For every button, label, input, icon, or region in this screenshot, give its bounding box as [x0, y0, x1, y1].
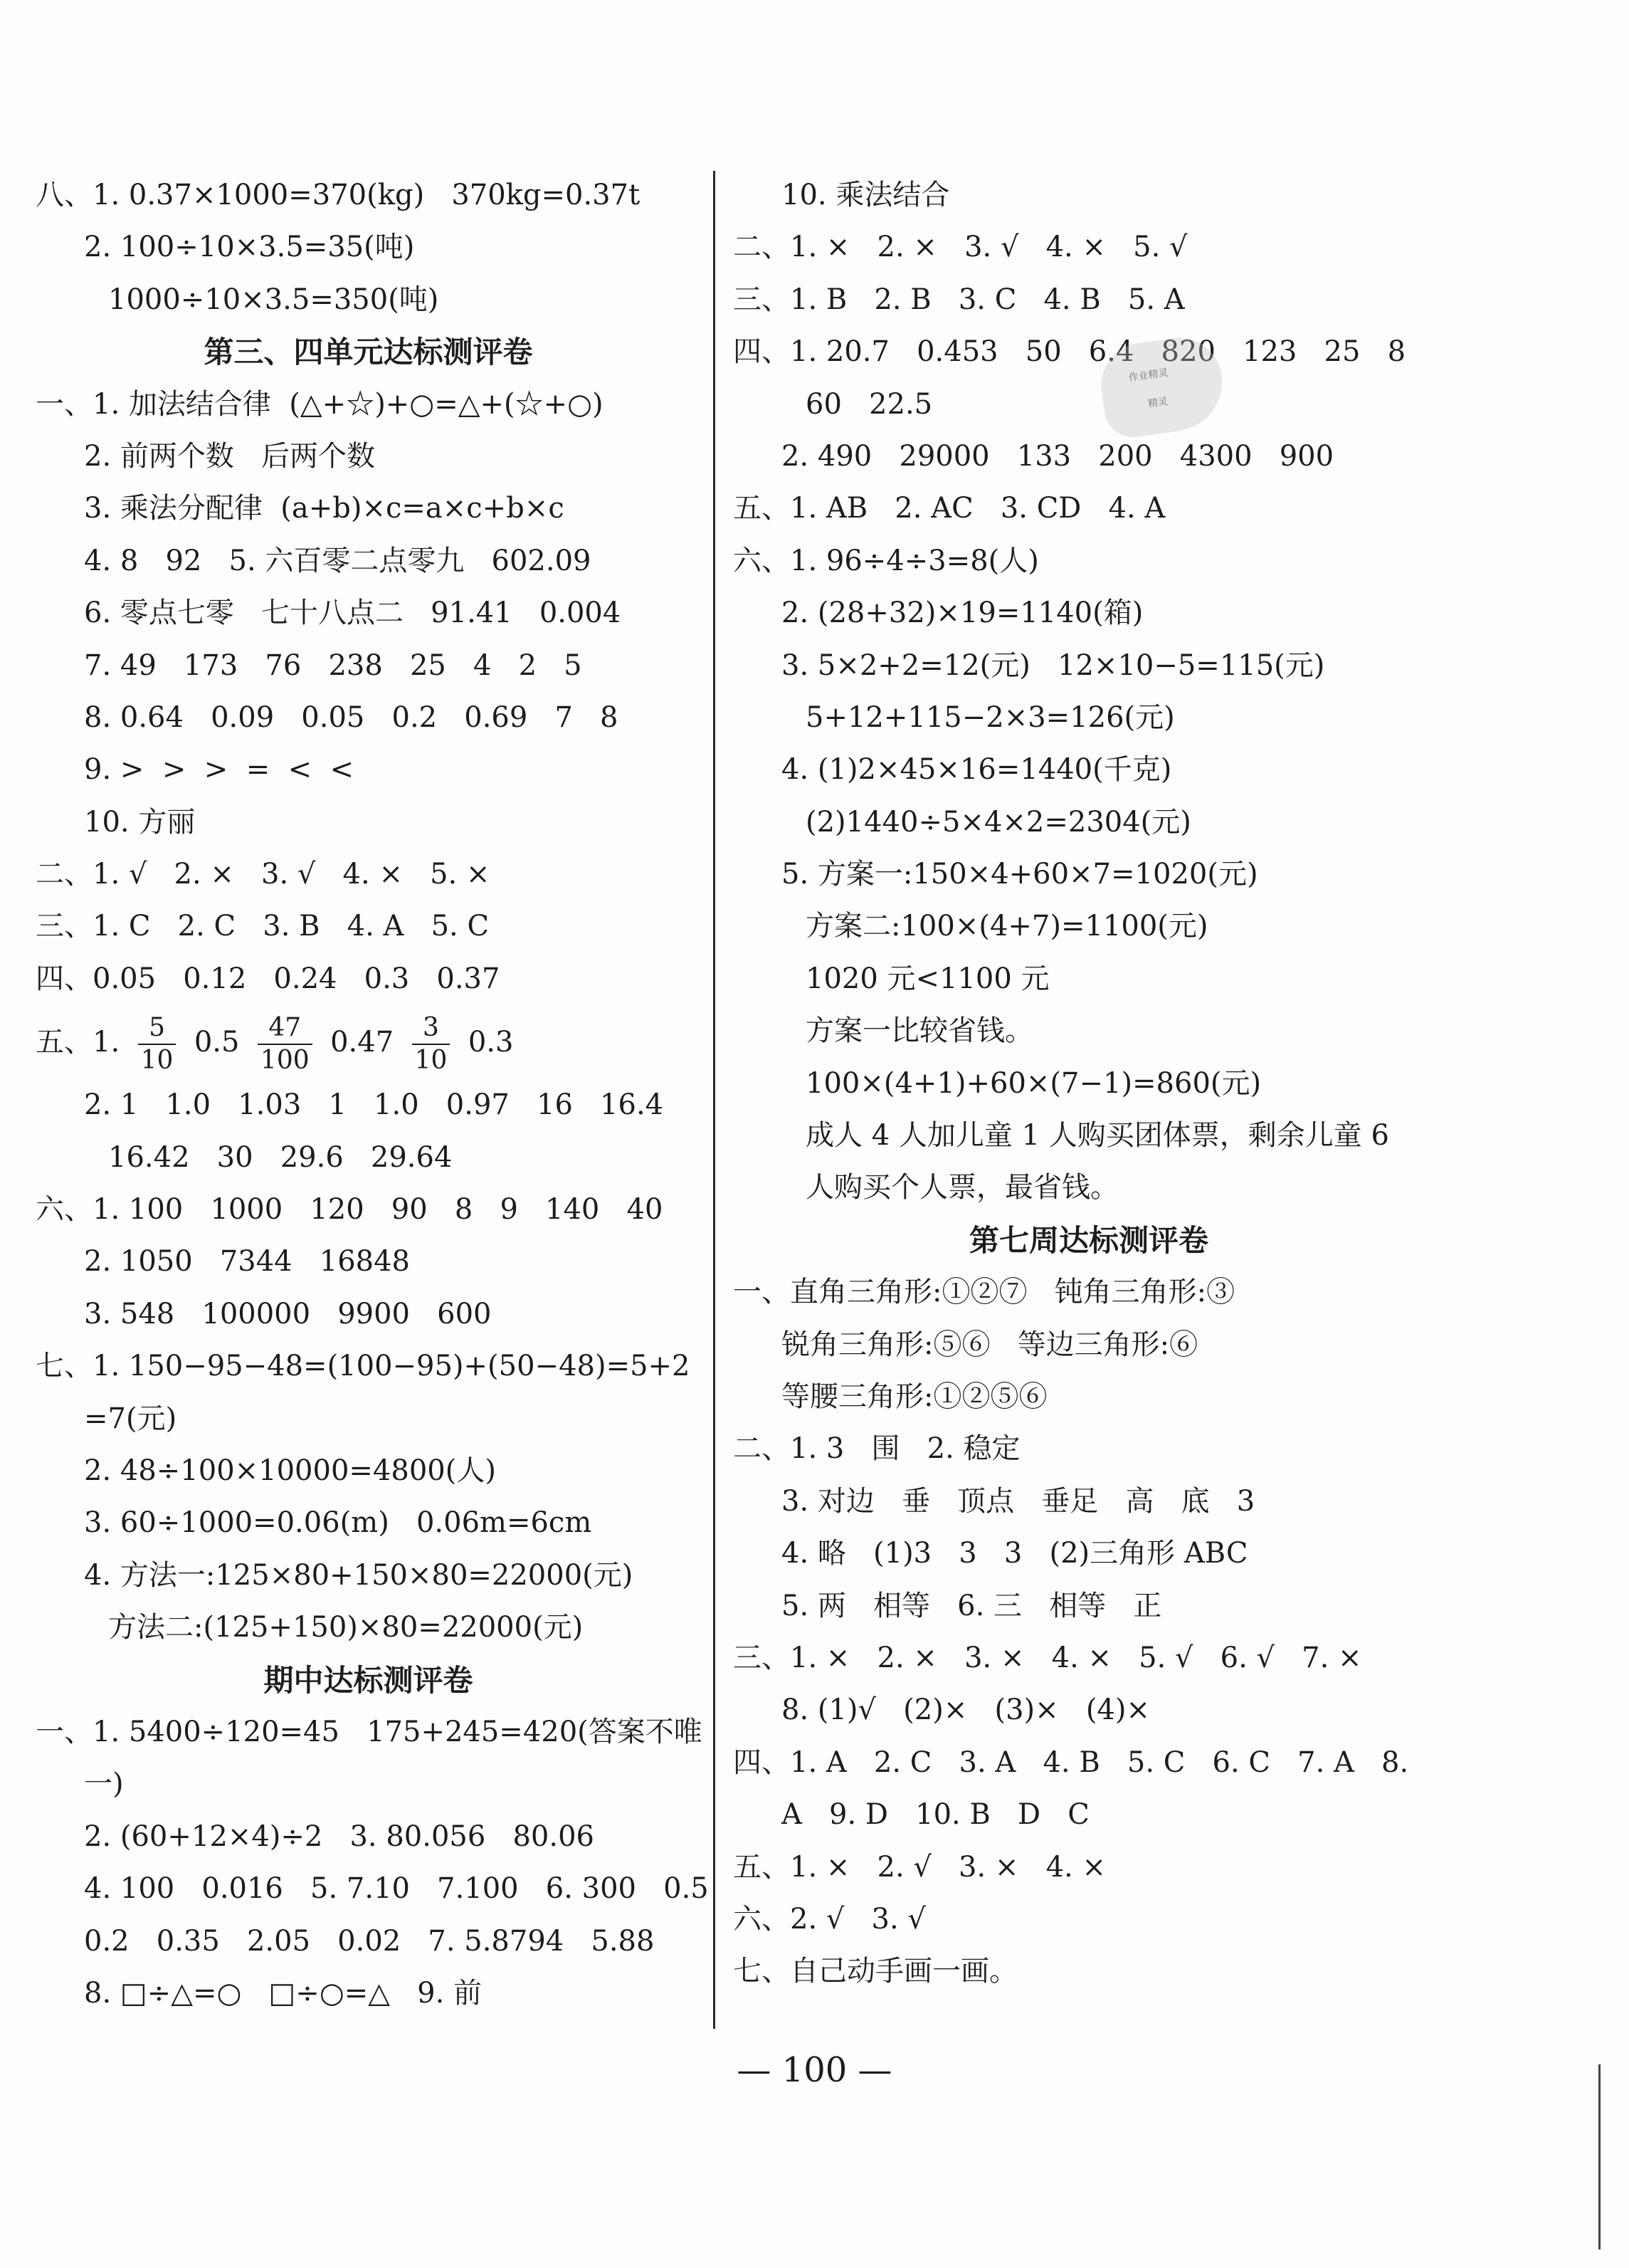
answer-line	[733, 1946, 1445, 1997]
answer-line	[733, 1005, 1445, 1057]
answer-text: 二、1. √ 2. × 3. √ 4. × 5. ×	[36, 858, 490, 891]
right-column	[733, 169, 1445, 1998]
answer-line	[733, 169, 1445, 221]
answer-line	[733, 1789, 1445, 1841]
answer-line	[733, 744, 1445, 796]
answer-line	[36, 1602, 701, 1654]
answer-text: 2. 前两个数 后两个数	[84, 439, 376, 473]
answer-line	[733, 1266, 1445, 1318]
decimal-value: 0.47	[330, 1026, 394, 1059]
answer-line	[733, 483, 1445, 535]
answer-line	[733, 379, 1445, 431]
answer-text: 100×(4+1)+60×(7−1)=860(元)	[806, 1066, 1262, 1100]
fraction-answer-line	[36, 1005, 701, 1079]
answer-text: 二、1. × 2. × 3. √ 4. × 5. √	[733, 231, 1188, 264]
answer-text: 3. 548 100000 9900 600	[84, 1297, 492, 1330]
answer-text: 成人 4 人加儿童 1 人购买团体票，剩余儿童 6	[806, 1119, 1389, 1153]
answer-text: 二、1. 3 围 2. 稳定	[733, 1432, 1021, 1466]
answer-text: 三、1. B 2. B 3. C 4. B 5. A	[733, 283, 1185, 316]
answer-text: 七、自己动手画一画。	[733, 1955, 1018, 1988]
answer-text: 2. 1050 7344 16848	[84, 1245, 411, 1279]
answer-text: 4. (1)2×45×16=1440(千克)	[781, 753, 1172, 787]
answer-text: 2. 48÷100×10000=4800(人)	[84, 1454, 496, 1487]
answer-text: 八、1. 0.37×1000=370(kg) 370kg=0.37t	[36, 179, 640, 211]
answer-line	[733, 1110, 1445, 1162]
answer-line	[733, 1580, 1445, 1632]
decimal-value: 0.3	[468, 1026, 514, 1059]
answer-line	[36, 744, 701, 796]
answer-line	[733, 953, 1445, 1005]
answer-text: 人购买个人票，最省钱。	[806, 1171, 1119, 1204]
answer-text: 4. 100 0.016 5. 7.10 7.100 6. 300 0.5	[84, 1872, 709, 1906]
answer-line	[36, 1340, 701, 1392]
answer-text: 8. □÷△=○ □÷○=△ 9. 前	[84, 1976, 483, 2010]
answer-text: 七、1. 150−95−48=(100−95)+(50−48)=5+2	[36, 1350, 690, 1383]
answer-line	[36, 274, 701, 326]
answer-line	[36, 1758, 701, 1810]
section-title	[36, 1654, 701, 1706]
answer-line	[36, 797, 701, 849]
answer-text: 60 22.5	[806, 387, 933, 421]
answer-line	[733, 1842, 1445, 1894]
answer-text: 10. 乘法结合	[781, 179, 950, 211]
answer-text: 2. 100÷10×3.5=35(吨)	[84, 231, 415, 264]
answer-text: 五、1. AB 2. AC 3. CD 4. A	[733, 492, 1166, 525]
answer-line	[36, 1863, 709, 1915]
answer-line	[733, 1058, 1445, 1110]
answer-text: 9. > > > = < <	[84, 753, 354, 787]
section-title	[36, 326, 701, 378]
answer-text: 8. (1)√ (2)× (3)× (4)×	[781, 1694, 1150, 1727]
watermark-stamp: 作业精灵 精灵	[1096, 332, 1228, 441]
answer-text: 第三、四单元达标测评卷	[204, 335, 533, 370]
answer-line	[36, 1811, 701, 1863]
answer-text: 六、2. √ 3. √	[733, 1902, 926, 1936]
answer-line	[36, 849, 701, 901]
answer-line	[733, 692, 1445, 744]
answer-text: 5+12+115−2×3=126(元)	[806, 700, 1175, 734]
answer-line	[36, 1968, 701, 2020]
answer-text: =7(元)	[84, 1402, 177, 1435]
answer-line	[733, 1894, 1445, 1946]
answer-line	[36, 692, 701, 744]
answer-line	[36, 587, 701, 639]
answer-text: 4. 方法一:125×80+150×80=22000(元)	[84, 1558, 633, 1592]
answer-text: 4. 8 92 5. 六百零二点零九 602.09	[84, 544, 591, 577]
answer-line	[36, 1132, 701, 1184]
question-label: 五、1.	[36, 1026, 120, 1059]
answer-line	[733, 1476, 1445, 1528]
answer-text: 1000÷10×3.5=350(吨)	[108, 283, 439, 316]
answer-line	[36, 1288, 701, 1340]
answer-line	[36, 1497, 701, 1549]
answer-line	[733, 1632, 1445, 1684]
answer-text: 6. 零点七零 七十八点二 91.41 0.004	[84, 597, 621, 630]
answer-text: 4. 略 (1)3 3 3 (2)三角形 ABC	[781, 1537, 1248, 1570]
column-divider	[713, 171, 715, 2029]
answer-line	[733, 797, 1445, 849]
answer-text: 16.42 30 29.6 29.64	[108, 1140, 453, 1174]
answer-line	[733, 1528, 1445, 1580]
answer-text: 第七周达标测评卷	[969, 1222, 1208, 1258]
answer-text: 一)	[84, 1768, 124, 1801]
answer-line	[733, 1371, 1445, 1423]
answer-text: 7. 49 173 76 238 25 4 2 5	[84, 649, 582, 682]
answer-text: 2. 490 29000 133 200 4300 900	[781, 439, 1334, 473]
fraction: $\frac{3}{10}$	[412, 1012, 450, 1076]
answer-text: 0.2 0.35 2.05 0.02 7. 5.8794 5.88	[84, 1924, 655, 1958]
answer-line	[36, 221, 701, 273]
answer-text: 六、1. 100 1000 120 90 8 9 140 40	[36, 1193, 663, 1227]
answer-text: 1020 元<1100 元	[806, 962, 1050, 995]
answer-text: 5. 方案一:150×4+60×7=1020(元)	[781, 858, 1258, 891]
answer-text: 四、1. 20.7 0.453 50 6.4 820 123 25 8	[733, 335, 1406, 369]
answer-text: 方案二:100×(4+7)=1100(元)	[806, 910, 1208, 943]
answer-line	[36, 640, 701, 692]
answer-text: 方法二:(125+150)×80=22000(元)	[108, 1611, 584, 1644]
answer-line	[36, 901, 701, 952]
answer-line	[733, 1319, 1445, 1371]
answer-line	[733, 901, 1445, 952]
answer-line	[733, 587, 1445, 639]
answer-line	[733, 1423, 1445, 1475]
answer-line	[733, 535, 1445, 587]
answer-text: 三、1. C 2. C 3. B 4. A 5. C	[36, 910, 490, 943]
answer-line	[36, 1550, 701, 1602]
answer-text: 等腰三角形:①②⑤⑥	[781, 1380, 1048, 1413]
left-column	[36, 169, 709, 2020]
answer-line	[36, 1393, 701, 1445]
answer-text: 四、1. A 2. C 3. A 4. B 5. C 6. C 7. A 8.	[733, 1745, 1409, 1779]
answer-line	[36, 1184, 701, 1236]
answer-line	[36, 431, 701, 483]
answer-text: 2. (60+12×4)÷2 3. 80.056 80.06	[84, 1820, 594, 1853]
answer-line	[36, 1445, 701, 1497]
answer-line	[36, 379, 701, 431]
answer-text: A 9. D 10. B D C	[781, 1798, 1090, 1832]
answer-text: 锐角三角形:⑤⑥ 等边三角形:⑥	[781, 1328, 1198, 1361]
answer-line	[36, 1916, 701, 1968]
answer-line	[733, 221, 1445, 273]
answer-text: 3. 5×2+2=12(元) 12×10−5=115(元)	[781, 649, 1325, 682]
answer-text: 五、1. × 2. √ 3. × 4. ×	[733, 1850, 1106, 1884]
answer-text: 六、1. 96÷4÷3=8(人)	[733, 544, 1039, 577]
answer-text: 一、1. 5400÷120=45 175+245=420(答案不唯	[36, 1715, 702, 1748]
answer-line	[36, 169, 701, 221]
answer-line	[36, 1706, 701, 1758]
answer-text: 3. 对边 垂 顶点 垂足 高 底 3	[781, 1484, 1255, 1518]
answer-text: 方案一比较省钱。	[806, 1014, 1033, 1048]
answer-text: 一、1. 加法结合律 (△+☆)+○=△+(☆+○)	[36, 387, 603, 421]
answer-text: 3. 60÷1000=0.06(m) 0.06m=6cm	[84, 1506, 592, 1540]
answer-text: 2. (28+32)×19=1140(箱)	[781, 597, 1144, 630]
answer-line	[733, 274, 1445, 326]
answer-line	[733, 326, 1445, 378]
answer-line	[36, 1079, 701, 1131]
answer-line	[733, 1162, 1445, 1214]
decimal-value: 0.5	[194, 1026, 240, 1059]
answer-line	[36, 483, 701, 535]
answer-text: 三、1. × 2. × 3. × 4. × 5. √ 6. √ 7. ×	[733, 1641, 1362, 1674]
answer-text: 2. 1 1.0 1.03 1 1.0 0.97 16 16.4	[84, 1088, 664, 1122]
answer-line	[36, 535, 701, 587]
answer-line	[733, 1737, 1445, 1789]
answer-line	[36, 953, 701, 1005]
answer-line	[733, 849, 1445, 901]
answer-line	[733, 640, 1445, 692]
answer-text: 一、直角三角形:①②⑦ 钝角三角形:③	[733, 1276, 1235, 1309]
answer-text: 8. 0.64 0.09 0.05 0.2 0.69 7 8	[84, 700, 618, 734]
answer-text: 3. 乘法分配律 (a+b)×c=a×c+b×c	[84, 492, 564, 525]
answer-text: 期中达标测评卷	[263, 1662, 473, 1698]
scan-edge-line	[1598, 2064, 1601, 2249]
answer-text: 10. 方丽	[84, 805, 196, 839]
fraction: $\frac{5}{10}$	[138, 1012, 176, 1076]
answer-line	[733, 431, 1445, 483]
answer-line	[36, 1236, 701, 1288]
section-title	[733, 1214, 1445, 1266]
answer-line	[733, 1684, 1445, 1736]
answer-text: 5. 两 相等 6. 三 相等 正	[781, 1589, 1162, 1622]
page-number: — 100 —	[737, 2050, 892, 2090]
answer-text: (2)1440÷5×4×2=2304(元)	[806, 805, 1191, 839]
answer-text: 四、0.05 0.12 0.24 0.3 0.37	[36, 962, 500, 995]
fraction: $\frac{47}{100}$	[258, 1012, 312, 1076]
